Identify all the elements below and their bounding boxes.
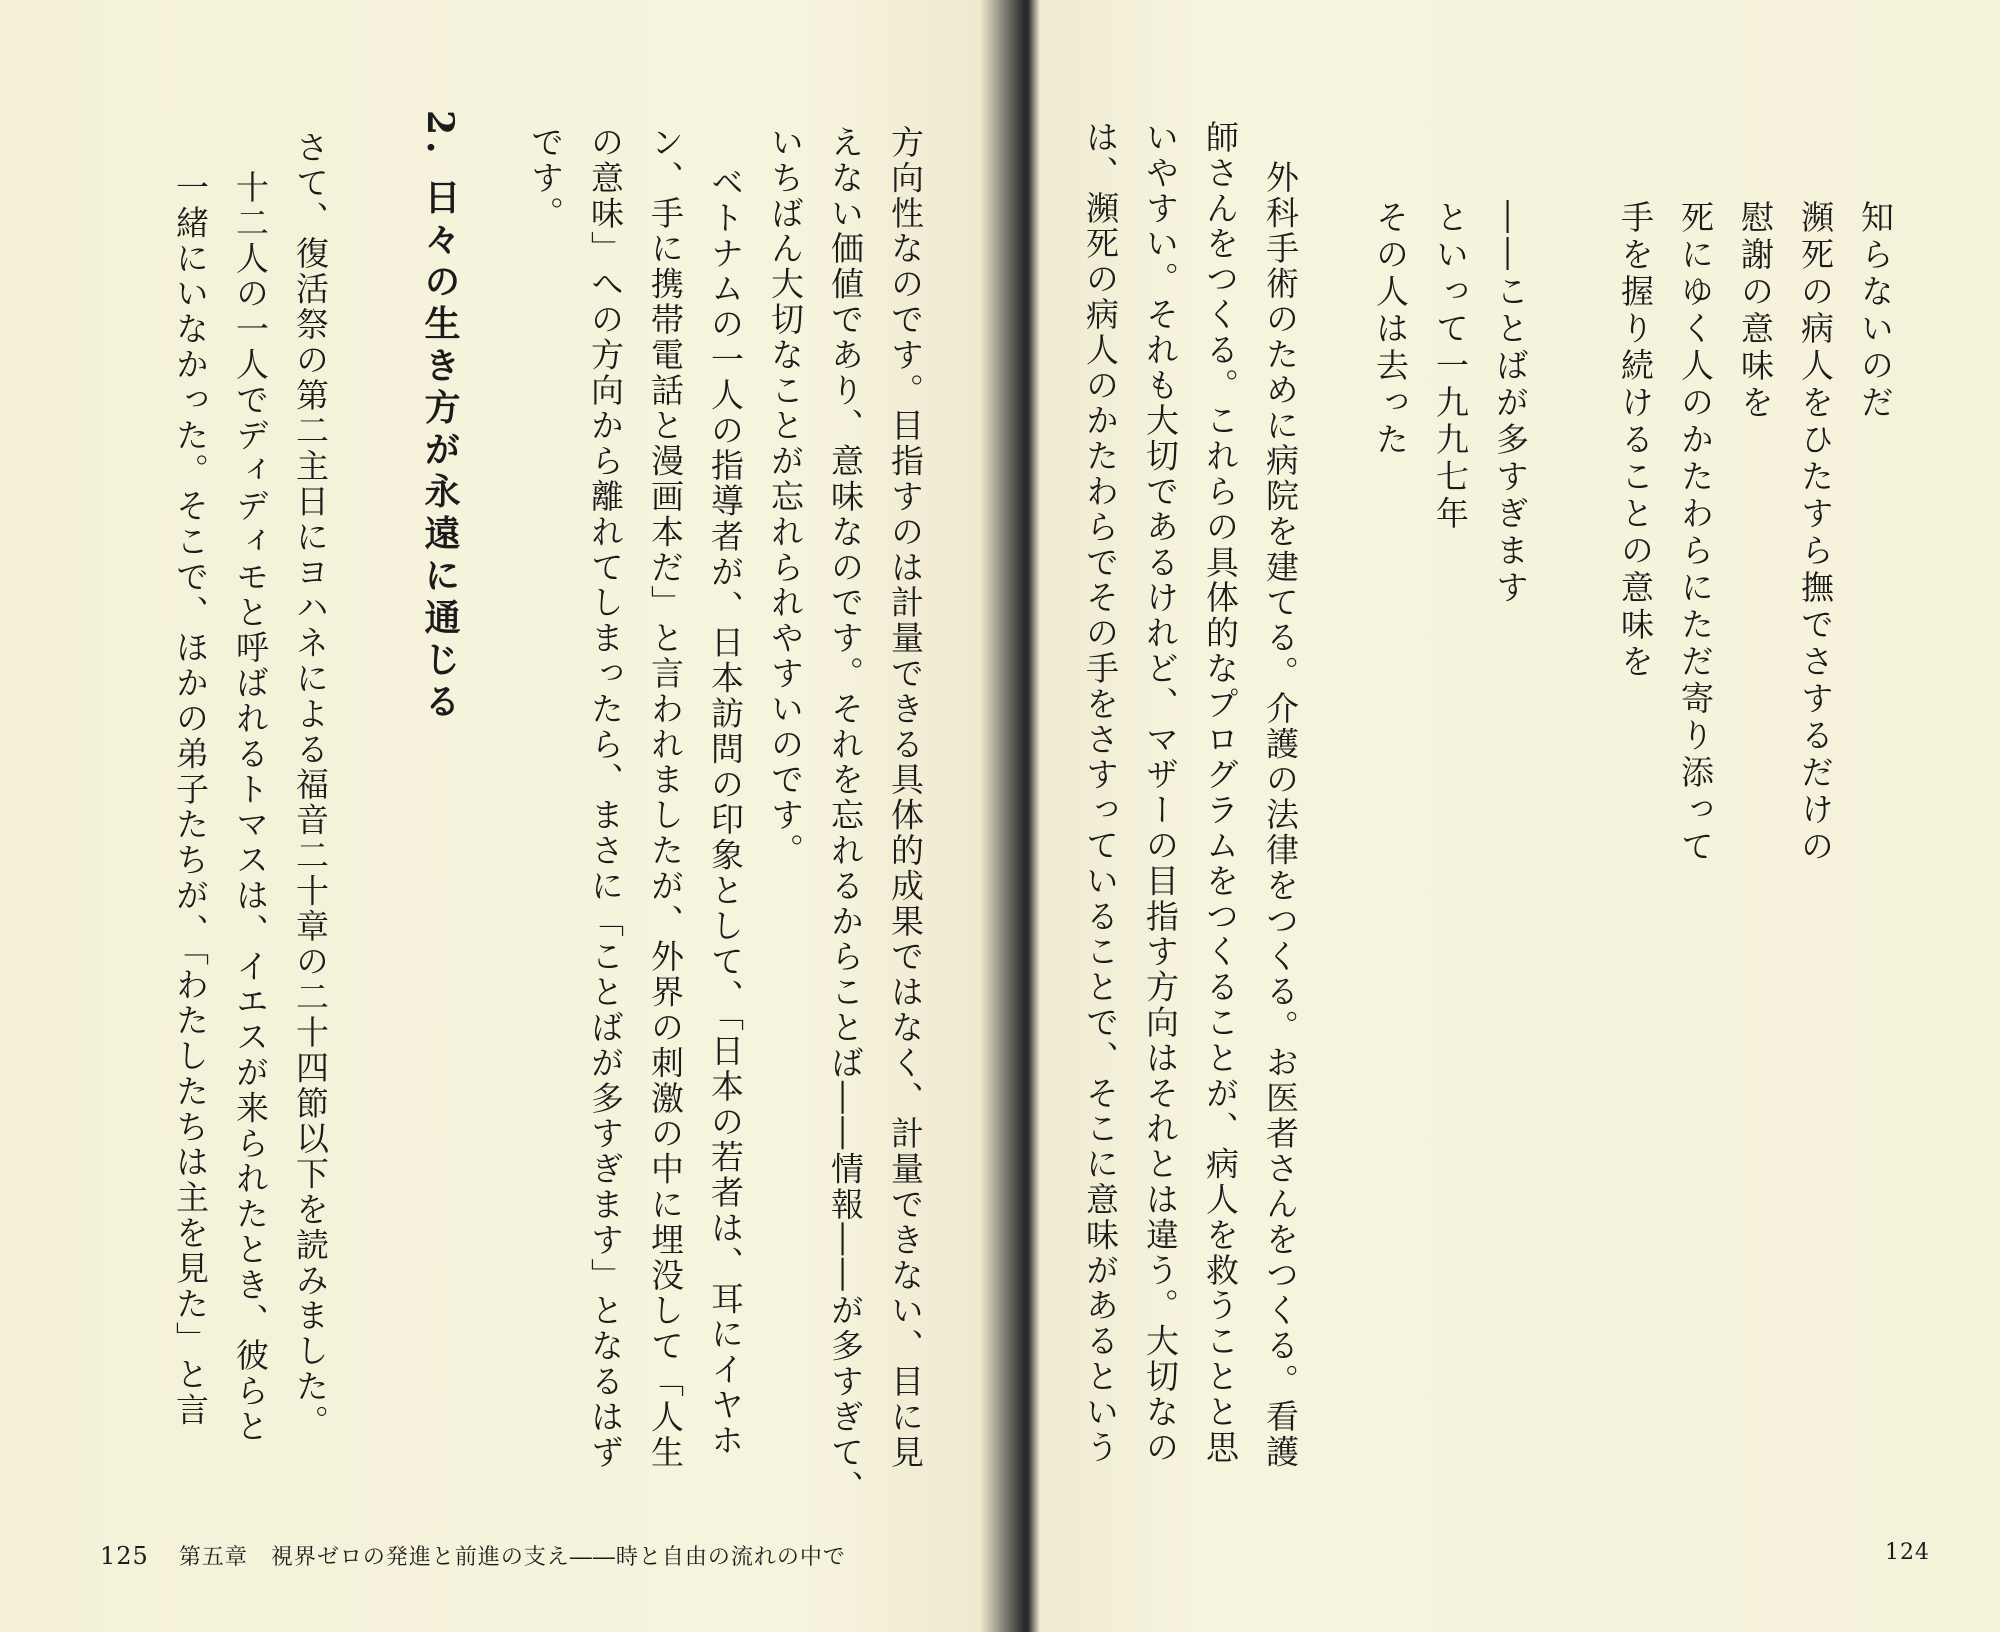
poem-line-2: 瀕死の病人をひたすら撫でさするだけの xyxy=(1796,200,1835,866)
prose-line-11: です。 xyxy=(526,125,565,232)
poem-line-5: 手を握り続けることの意味を xyxy=(1616,200,1655,681)
section-heading: 2. 日々の生き方が永遠に通じる xyxy=(419,110,461,725)
right-page xyxy=(1035,0,2000,1632)
prose-line-7: いちばん大切なことが忘れられやすいのです。 xyxy=(766,125,805,869)
quote-line-1: ――ことばが多すぎます xyxy=(1491,200,1530,607)
quote-line-2: といって一九九七年 xyxy=(1431,200,1470,533)
running-head: 第五章 視界ゼロの発進と前進の支え――時と自由の流れの中で xyxy=(178,1545,846,1570)
poem-line-3: 慰謝の意味を xyxy=(1736,200,1775,422)
prose-line-3: いやすい。それも大切であるけれど、マザーの目指す方向はそれとは違う。大切なの xyxy=(1141,120,1180,1466)
prose-line-13: 十二人の一人でディディモと呼ばれるトマスは、イエスが来られたとき、彼らと xyxy=(231,170,270,1445)
page-number-left: 125 xyxy=(100,1542,149,1570)
poem-line-4: 死にゆく人のかたわらにただ寄り添って xyxy=(1676,200,1715,866)
poem-line-1: 知らないのだ xyxy=(1856,200,1895,422)
quote-line-3: その人は去った xyxy=(1371,200,1410,459)
prose-line-12: さて、復活祭の第二主日にヨハネによる福音二十章の二十四節以下を読みました。 xyxy=(291,130,330,1440)
prose-line-8: ベトナムの一人の指導者が、日本訪問の印象として、「日本の若者は、耳にイヤホ xyxy=(706,165,745,1459)
footer-left xyxy=(100,1540,846,1571)
prose-line-4: は、瀕死の病人のかたわらでその手をさすっていることで、そこに意味があるという xyxy=(1081,120,1120,1466)
page-number-right: 124 xyxy=(1885,1540,1930,1565)
prose-line-1: 外科手術のために病院を建てる。介護の法律をつくる。お医者さんをつくる。看護 xyxy=(1261,160,1300,1470)
prose-line-6: えない価値であり、意味なのです。それを忘れるからことば――情報――が多すぎて、 xyxy=(826,125,865,1506)
prose-line-10: の意味」への方向から離れてしまったら、まさに「ことばが多すぎます」となるはず xyxy=(586,125,625,1471)
prose-line-5: 方向性なのです。目指すのは計量できる具体的成果ではなく、計量できない、目に見 xyxy=(886,125,925,1471)
prose-line-2: 師さんをつくる。これらの具体的なプログラムをつくることが、病人を救うことと思 xyxy=(1201,120,1240,1466)
prose-line-14: 一緒にいなかった。そこで、ほかの弟子たちが、「わたしたちは主を見た」と言 xyxy=(171,170,210,1428)
prose-line-9: ン、手に携帯電話と漫画本だ」と言われましたが、外界の刺激の中に埋没して「人生 xyxy=(646,125,685,1471)
